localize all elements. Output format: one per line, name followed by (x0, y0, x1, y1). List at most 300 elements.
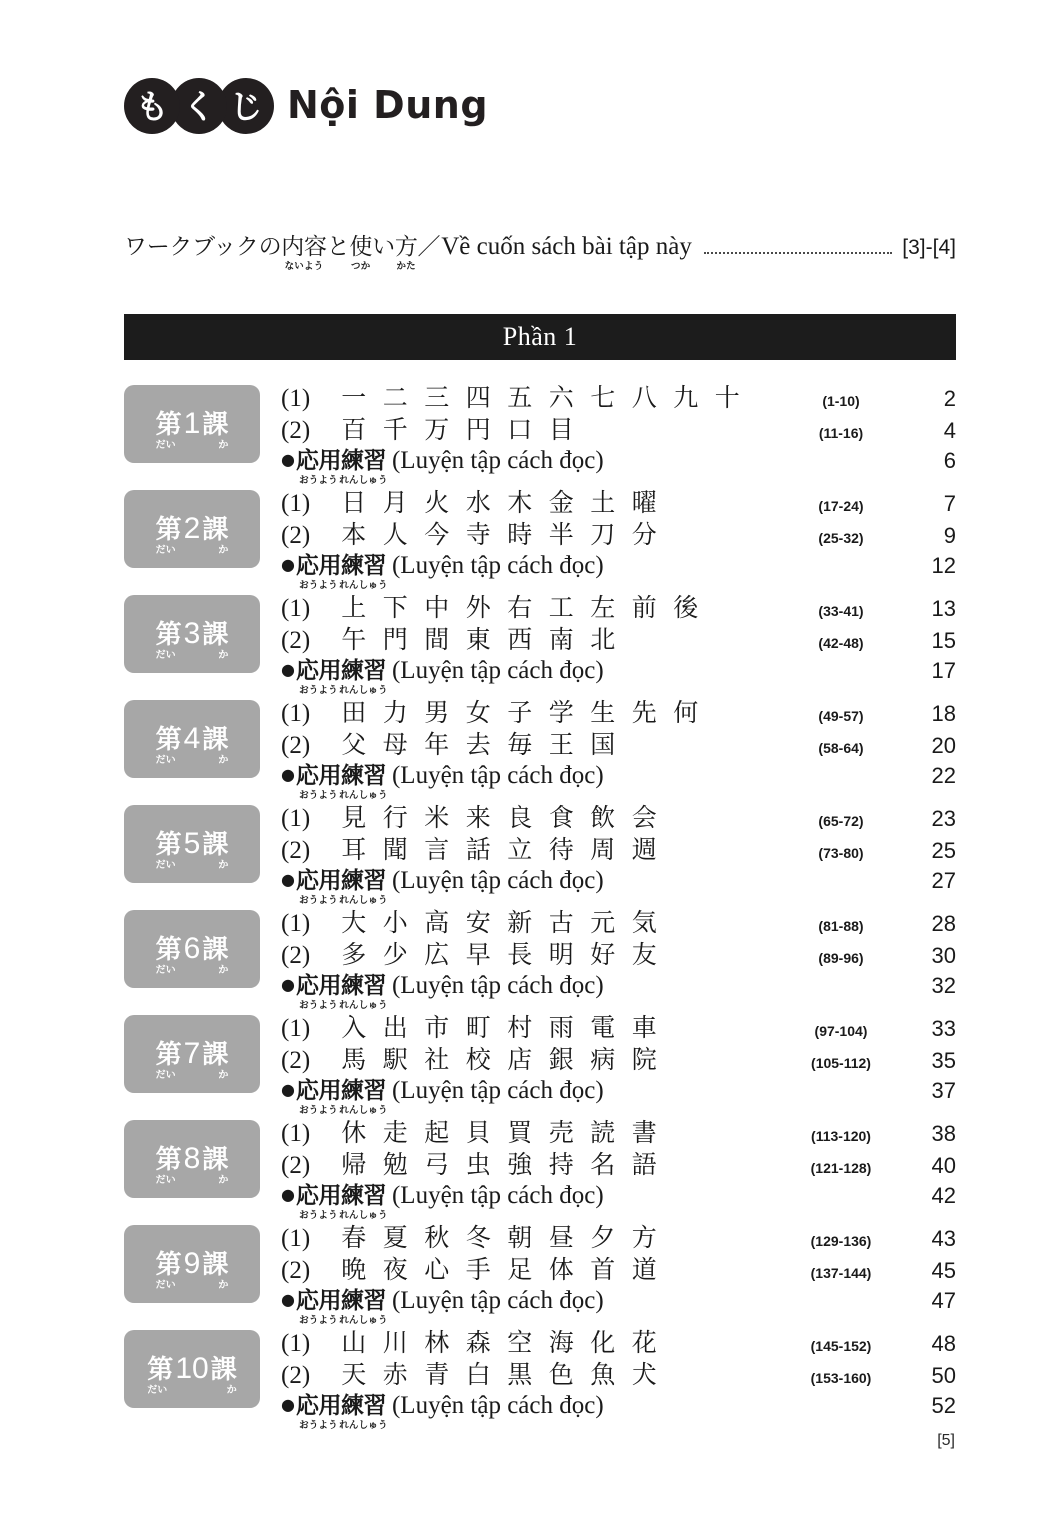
kanji-character: 円 (465, 415, 491, 444)
kanji-character: 名 (590, 1150, 616, 1179)
lesson-entry[interactable] (281, 1145, 956, 1177)
lesson-badge-8[interactable] (124, 1120, 260, 1198)
lesson-badge-number: 3 (183, 617, 201, 650)
kanji-character: 右 (507, 593, 533, 622)
practice-entry[interactable] (281, 1387, 956, 1431)
practice-vietnamese-label: (Luyện tập cách đọc) (391, 657, 604, 684)
practice-vietnamese-label: (Luyện tập cách đọc) (391, 552, 604, 579)
lesson-entry[interactable] (281, 378, 956, 410)
kanji-character: 早 (465, 940, 491, 969)
lesson-badge-4[interactable] (124, 700, 260, 778)
bullet-icon: ● (281, 765, 295, 784)
practice-ruby-renshuu (339, 757, 388, 801)
kanji-character: 先 (631, 698, 657, 727)
practice-furigana-ouyou: おうよう (299, 475, 338, 486)
kanji-character: 来 (465, 803, 491, 832)
lesson-badge-furigana-dai: だい (155, 650, 176, 661)
kanji-character: 半 (548, 520, 574, 549)
practice-entry[interactable] (281, 1282, 956, 1326)
kanji-character: 駅 (382, 1045, 408, 1074)
lesson-badge-furigana-dai: だい (155, 1070, 176, 1081)
lesson-row (124, 1218, 956, 1326)
kanji-character: 銀 (548, 1045, 574, 1074)
practice-ruby-renshuu (339, 1387, 388, 1431)
entry-kanji-range: (17-24) (818, 498, 864, 514)
lesson-badge-prefix: 第 (155, 935, 182, 965)
practice-vietnamese-label: (Luyện tập cách đọc) (391, 1182, 604, 1209)
kana-circle-1: も (124, 78, 180, 134)
practice-vietnamese-label: (Luyện tập cách đọc) (391, 447, 604, 474)
lesson-entry[interactable] (281, 1218, 956, 1250)
practice-entry[interactable] (281, 757, 956, 801)
dotted-leader (704, 252, 892, 254)
kanji-character: 花 (631, 1328, 657, 1357)
practice-ruby-renshuu (339, 1072, 388, 1116)
kanji-character: 虫 (465, 1150, 491, 1179)
kanji-character: 校 (465, 1045, 491, 1074)
lesson-badge-6[interactable] (124, 910, 260, 988)
entry-label: (1) (281, 595, 311, 622)
practice-page-number: 6 (943, 448, 956, 473)
practice-entry[interactable] (281, 862, 956, 906)
practice-text (281, 1387, 604, 1431)
kanji-character: 万 (424, 415, 450, 444)
kanji-character: 目 (548, 415, 574, 444)
bullet-icon: ● (281, 450, 295, 469)
practice-furigana-renshuu: れんしゅう (339, 1420, 388, 1431)
lesson-list (124, 378, 956, 1431)
kanji-character: 母 (382, 730, 408, 759)
kanji-character: 買 (507, 1118, 533, 1147)
kanji-character: 出 (382, 1013, 408, 1042)
kanji-character: 市 (424, 1013, 450, 1042)
lesson-entry[interactable] (281, 935, 956, 967)
kanji-character: 聞 (382, 835, 408, 864)
kanji-character: 東 (465, 625, 491, 654)
intro-furigana-tsuka: つか (351, 261, 371, 272)
practice-kanji-ouyou: 応用 (295, 1288, 341, 1314)
lesson-badge-suffix: 課 (202, 1145, 229, 1175)
kanji-character: 六 (548, 383, 574, 412)
lesson-badge-suffix: 課 (202, 410, 229, 440)
practice-kanji-ouyou: 応用 (295, 1183, 341, 1209)
kanji-character: 一 (341, 383, 367, 412)
lesson-row (124, 693, 956, 801)
kanji-character: 入 (341, 1013, 367, 1042)
practice-ruby-ouyou (295, 1282, 341, 1326)
kanji-character: 今 (424, 520, 450, 549)
lesson-entries (260, 798, 956, 906)
entry-label: (1) (281, 910, 311, 937)
practice-furigana-renshuu: れんしゅう (339, 685, 388, 696)
page-title: Nội Dung (287, 82, 489, 127)
practice-entry[interactable] (281, 547, 956, 591)
practice-ruby-ouyou (295, 757, 341, 801)
kanji-character: 新 (507, 908, 533, 937)
practice-japanese-label (295, 757, 388, 801)
practice-furigana-renshuu: れんしゅう (339, 1000, 388, 1011)
kanji-character: 森 (465, 1328, 491, 1357)
bullet-icon: ● (281, 1185, 295, 1204)
kanji-character: 山 (341, 1328, 367, 1357)
kanji-run (333, 1040, 665, 1076)
kanji-character: 月 (382, 488, 408, 517)
lesson-entry[interactable] (281, 798, 956, 830)
lesson-entry[interactable] (281, 515, 956, 547)
kanji-character: 大 (341, 908, 367, 937)
lesson-badge-furigana-dai: だい (155, 755, 176, 766)
kanji-character: 道 (631, 1255, 657, 1284)
practice-japanese-label (295, 1177, 388, 1221)
practice-ruby-renshuu (339, 442, 388, 486)
practice-vietnamese-label: (Luyện tập cách đọc) (391, 972, 604, 999)
lesson-badge-2[interactable] (124, 490, 260, 568)
kanji-character: 馬 (341, 1045, 367, 1074)
kanji-character: 高 (424, 908, 450, 937)
entry-kanji-range: (113-120) (811, 1128, 871, 1144)
kanji-character: 書 (631, 1118, 657, 1147)
kanji-character: 広 (424, 940, 450, 969)
practice-entry[interactable] (281, 652, 956, 696)
bullet-icon: ● (281, 660, 295, 679)
lesson-badge-3[interactable] (124, 595, 260, 673)
practice-japanese-label (295, 547, 388, 591)
lesson-entry[interactable] (281, 1040, 956, 1072)
practice-furigana-renshuu: れんしゅう (339, 580, 388, 591)
lesson-badge-number: 2 (183, 512, 201, 545)
lesson-badge-number: 5 (183, 827, 201, 860)
kanji-character: 足 (507, 1255, 533, 1284)
kanji-character: 刀 (590, 520, 616, 549)
practice-kanji-renshuu: 練習 (340, 1078, 386, 1104)
entry-label: (2) (281, 522, 311, 549)
practice-text (281, 757, 604, 801)
kanji-character: 人 (382, 520, 408, 549)
lesson-badge-9[interactable] (124, 1225, 260, 1303)
lesson-badge-furigana-dai: だい (147, 1385, 168, 1396)
lesson-badge-furigana-ka: か (218, 1280, 229, 1291)
kanji-character: 雨 (548, 1013, 574, 1042)
kanji-character: 本 (341, 520, 367, 549)
practice-kanji-renshuu: 練習 (340, 763, 386, 789)
lesson-badge-furigana-ka: か (226, 1385, 237, 1396)
kanji-run (333, 830, 665, 866)
kanji-character: 言 (424, 835, 450, 864)
kanji-character: 海 (548, 1328, 574, 1357)
kanji-character: 明 (548, 940, 574, 969)
entry-page-number: 23 (931, 806, 956, 831)
kanji-character: 父 (341, 730, 367, 759)
practice-kanji-renshuu: 練習 (340, 448, 386, 474)
practice-entry[interactable] (281, 1072, 956, 1116)
kanji-character: 社 (424, 1045, 450, 1074)
lesson-badge-suffix: 課 (202, 1250, 229, 1280)
kanji-character: 食 (548, 803, 574, 832)
lesson-entry[interactable] (281, 620, 956, 652)
entry-kanji-range: (153-160) (810, 1370, 872, 1386)
entry-label: (2) (281, 417, 311, 444)
bullet-icon: ● (281, 1395, 295, 1414)
practice-kanji-renshuu: 練習 (340, 658, 386, 684)
lesson-badge-1[interactable] (124, 385, 260, 463)
kanji-character: 体 (548, 1255, 574, 1284)
kanji-character: 好 (590, 940, 616, 969)
entry-page-number: 28 (931, 911, 956, 936)
kanji-character: 夏 (382, 1223, 408, 1252)
lesson-badge-7[interactable] (124, 1015, 260, 1093)
practice-ruby-ouyou (295, 652, 341, 696)
intro-slash: ／ (417, 234, 441, 260)
kana-circle-2: く (171, 78, 227, 134)
kanji-character: 町 (465, 1013, 491, 1042)
kanji-character: 南 (548, 625, 574, 654)
lesson-badge-furigana-ka: か (218, 1175, 229, 1186)
kanji-character: 朝 (507, 1223, 533, 1252)
lesson-entry[interactable] (281, 588, 956, 620)
kanji-character: 長 (507, 940, 533, 969)
kanji-character: 春 (341, 1223, 367, 1252)
kanji-run (333, 1250, 665, 1286)
practice-page-number: 47 (931, 1288, 956, 1313)
kanji-character: 八 (631, 383, 657, 412)
entry-kanji-range: (121-128) (810, 1160, 872, 1176)
kanji-character: 病 (590, 1045, 616, 1074)
practice-japanese-label (295, 862, 388, 906)
lesson-badge-furigana-ka: か (218, 650, 229, 661)
kanji-character: 店 (507, 1045, 533, 1074)
lesson-entries (260, 588, 956, 696)
kanji-character: 女 (465, 698, 491, 727)
kanji-character: 起 (424, 1118, 450, 1147)
lesson-row (124, 483, 956, 591)
lesson-badge-label (155, 407, 229, 451)
entry-page-number: 40 (931, 1153, 956, 1178)
lesson-entries (260, 693, 956, 801)
lesson-badge-prefix: 第 (147, 1355, 174, 1385)
practice-kanji-renshuu: 練習 (340, 1393, 386, 1419)
intro-jp-part-1: ワークブックの (124, 234, 282, 260)
kanji-run (333, 410, 582, 446)
kanji-character: 木 (507, 488, 533, 517)
practice-furigana-ouyou: おうよう (299, 895, 338, 906)
practice-furigana-renshuu: れんしゅう (339, 1105, 388, 1116)
practice-furigana-renshuu: れんしゅう (339, 1315, 388, 1326)
entry-page-number: 38 (931, 1121, 956, 1146)
kanji-character: 持 (548, 1150, 574, 1179)
kanji-character: 男 (424, 698, 450, 727)
practice-japanese-label (295, 442, 388, 486)
entry-label: (1) (281, 385, 311, 412)
lesson-badge-10[interactable] (124, 1330, 260, 1408)
kanji-character: 十 (714, 383, 740, 412)
kanji-character: 走 (382, 1118, 408, 1147)
lesson-badge-prefix: 第 (155, 1040, 182, 1070)
lesson-entries (260, 903, 956, 1011)
practice-kanji-ouyou: 応用 (295, 1078, 341, 1104)
practice-furigana-ouyou: おうよう (299, 580, 338, 591)
lesson-badge-prefix: 第 (155, 410, 182, 440)
practice-furigana-ouyou: おうよう (299, 1000, 338, 1011)
practice-page-number: 12 (931, 553, 956, 578)
mokuji-logo (124, 78, 265, 134)
lesson-badge-furigana-dai: だい (155, 1175, 176, 1186)
kanji-character: 何 (673, 698, 699, 727)
kanji-character: 気 (631, 908, 657, 937)
lesson-entries (260, 1218, 956, 1326)
practice-ruby-renshuu (339, 967, 388, 1011)
lesson-entry[interactable] (281, 1355, 956, 1387)
lesson-entry[interactable] (281, 830, 956, 862)
practice-kanji-renshuu: 練習 (340, 973, 386, 999)
entry-page-number: 13 (931, 596, 956, 621)
intro-vietnamese-title: Về cuốn sách bài tập này (441, 233, 692, 260)
lesson-row (124, 903, 956, 1011)
entry-kanji-range: (1-10) (822, 393, 860, 409)
lesson-badge-number: 4 (183, 722, 201, 755)
lesson-entry[interactable] (281, 1113, 956, 1145)
kanji-character: 元 (590, 908, 616, 937)
practice-furigana-ouyou: おうよう (299, 790, 338, 801)
lesson-entry[interactable] (281, 410, 956, 442)
entry-page-number: 35 (931, 1048, 956, 1073)
lesson-entry[interactable] (281, 1323, 956, 1355)
lesson-badge-number: 7 (183, 1037, 201, 1070)
practice-kanji-ouyou: 応用 (295, 1393, 341, 1419)
lesson-badge-number: 8 (183, 1142, 201, 1175)
practice-japanese-label (295, 1282, 388, 1326)
lesson-entries (260, 483, 956, 591)
intro-ruby-tsuka (349, 228, 373, 272)
kanji-character: 工 (548, 593, 574, 622)
kanji-character: 院 (631, 1045, 657, 1074)
practice-vietnamese-label: (Luyện tập cách đọc) (391, 1077, 604, 1104)
kanji-character: 話 (465, 835, 491, 864)
lesson-badge-label (155, 617, 229, 661)
kanji-character: 魚 (590, 1360, 616, 1389)
kanji-character: 左 (590, 593, 616, 622)
lesson-badge-suffix: 課 (202, 620, 229, 650)
practice-entry[interactable] (281, 442, 956, 486)
kanji-character: 赤 (382, 1360, 408, 1389)
kanji-character: 下 (382, 593, 408, 622)
kanji-run (333, 483, 665, 519)
lesson-badge-label (155, 722, 229, 766)
kanji-character: 立 (507, 835, 533, 864)
kanji-character: 語 (631, 1150, 657, 1179)
entry-label: (2) (281, 942, 311, 969)
kanji-character: 毎 (507, 730, 533, 759)
intro-jp-part-3: い (372, 234, 395, 260)
practice-ruby-ouyou (295, 967, 341, 1011)
lesson-entry[interactable] (281, 725, 956, 757)
practice-entry[interactable] (281, 1177, 956, 1221)
practice-furigana-renshuu: れんしゅう (339, 790, 388, 801)
intro-ruby-naiyou (281, 228, 327, 272)
entry-kanji-range: (145-152) (810, 1338, 872, 1354)
lesson-badge-number: 9 (183, 1247, 201, 1280)
kanji-character: 五 (507, 383, 533, 412)
practice-ruby-ouyou (295, 442, 341, 486)
practice-entry[interactable] (281, 967, 956, 1011)
kanji-character: 七 (590, 383, 616, 412)
kanji-run (333, 798, 665, 834)
practice-text (281, 1072, 604, 1116)
kanji-character: 休 (341, 1118, 367, 1147)
kanji-character: 昼 (548, 1223, 574, 1252)
kanji-character: 古 (548, 908, 574, 937)
practice-furigana-ouyou: おうよう (299, 1315, 338, 1326)
kanji-character: 帰 (341, 1150, 367, 1179)
entry-page-number: 4 (943, 418, 956, 443)
kanji-character: 読 (590, 1118, 616, 1147)
lesson-badge-suffix: 課 (210, 1355, 237, 1385)
lesson-entries (260, 1323, 956, 1431)
kanji-run (333, 935, 665, 971)
lesson-entry[interactable] (281, 483, 956, 515)
practice-ruby-ouyou (295, 1177, 341, 1221)
practice-japanese-label (295, 652, 388, 696)
kanji-character: 夕 (590, 1223, 616, 1252)
kanji-character: 待 (548, 835, 574, 864)
practice-japanese-label (295, 1387, 388, 1431)
entry-label: (2) (281, 837, 311, 864)
lesson-badge-label (155, 512, 229, 556)
lesson-entry[interactable] (281, 1250, 956, 1282)
practice-furigana-ouyou: おうよう (299, 1420, 338, 1431)
lesson-badge-furigana-ka: か (218, 440, 229, 451)
intro-entry (124, 228, 956, 272)
practice-furigana-ouyou: おうよう (299, 685, 338, 696)
kanji-character: 電 (590, 1013, 616, 1042)
entry-kanji-range: (42-48) (818, 635, 864, 651)
intro-ruby-kata (394, 228, 418, 272)
lesson-badge-label (155, 1037, 229, 1081)
entry-label: (1) (281, 1330, 311, 1357)
kanji-character: 金 (548, 488, 574, 517)
lesson-entry[interactable] (281, 693, 956, 725)
kanji-character: 口 (507, 415, 533, 444)
lesson-badge-furigana-ka: か (218, 545, 229, 556)
lesson-entry[interactable] (281, 903, 956, 935)
entry-page-number: 2 (943, 386, 956, 411)
lesson-badge-5[interactable] (124, 805, 260, 883)
practice-ruby-renshuu (339, 652, 388, 696)
lesson-badge-label (155, 827, 229, 871)
practice-page-number: 27 (931, 868, 956, 893)
practice-ruby-renshuu (339, 1282, 388, 1326)
intro-page-number: [3]-[4] (902, 236, 956, 259)
lesson-badge-furigana-dai: だい (155, 965, 176, 976)
practice-text (281, 652, 604, 696)
kanji-character: 行 (382, 803, 408, 832)
entry-kanji-range: (49-57) (818, 708, 864, 724)
kanji-character: 林 (424, 1328, 450, 1357)
part-banner: Phần 1 (124, 314, 956, 360)
kanji-character: 首 (590, 1255, 616, 1284)
kanji-run (333, 725, 624, 761)
practice-vietnamese-label: (Luyện tập cách đọc) (391, 1287, 604, 1314)
entry-kanji-range: (137-144) (810, 1265, 872, 1281)
lesson-badge-label (147, 1352, 237, 1396)
entry-kanji-range: (11-16) (818, 425, 864, 441)
practice-japanese-label (295, 1072, 388, 1116)
kanji-run (333, 1113, 665, 1149)
practice-kanji-ouyou: 応用 (295, 553, 341, 579)
lesson-entry[interactable] (281, 1008, 956, 1040)
kanji-character: 犬 (631, 1360, 657, 1389)
entry-label: (1) (281, 700, 311, 727)
kanji-run (333, 1008, 665, 1044)
